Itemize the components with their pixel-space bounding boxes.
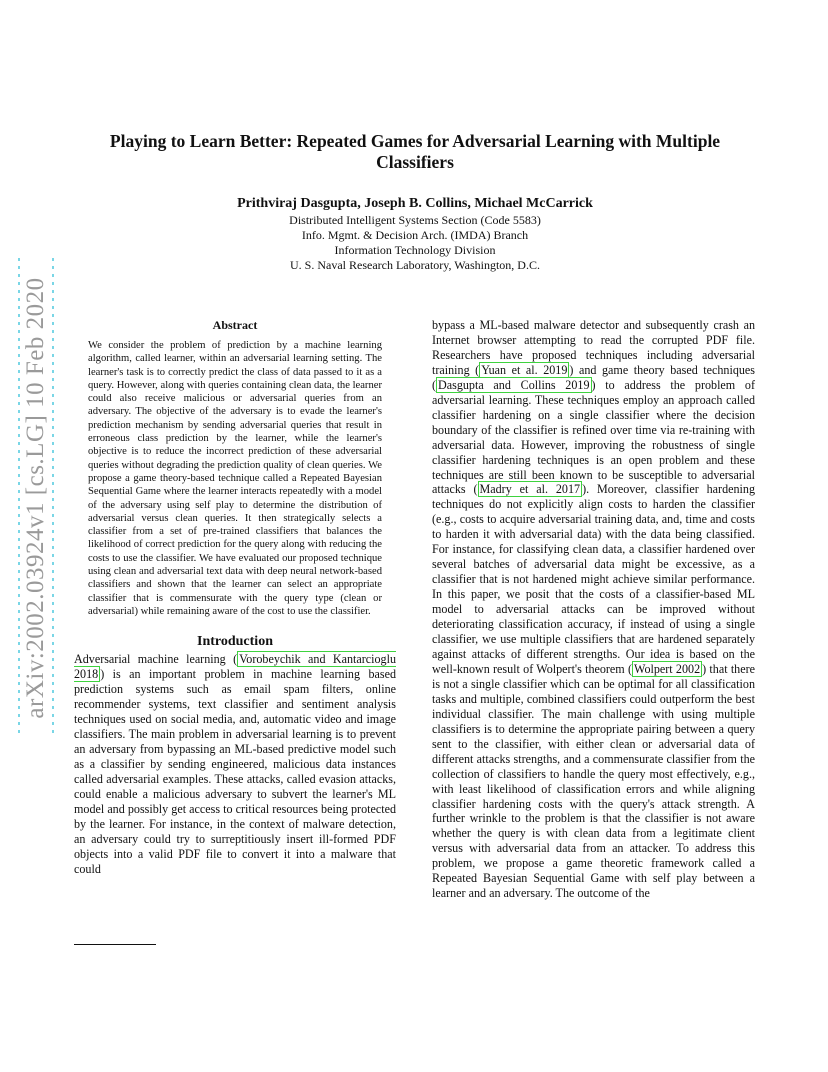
paper-authors: Prithviraj Dasgupta, Joseph B. Collins, Michael McCarrick	[237, 196, 593, 211]
affiliation-line: Distributed Intelligent Systems Section (Code 5583)	[289, 213, 541, 227]
introduction-text: Adversarial machine learning ( Vorobeychik and Kantarcioglu 2018 ) is an important problem in machine learning based prediction systems such as email spam filters, online recommender systems, text classifier and sentiment analysis techniques used on social media, and, automatic video and image classifiers. The main problem in adversarial learning is to prevent an adversary from bypassing an ML-based predictive model such as a classifier by sending engineered, malicious data instances called adversarial examples. These attacks, called evasion attacks, could enable a malicious adversary to subvert the learner's ML model and possibly get access to critical resources being protected by the learner. For instance, in the context of malware detection, an adversary could try to surreptitiously insert ill-formed PDF objects into a valid PDF file to convert it into a malware that could	[74, 652, 396, 876]
paragraph-part: to address the problem of adversarial learning. These techniques employ an approach called classifier hardening on a single classifier where the decision boundary of the classifier is refined over time via re-training with adversarial data. However, improving the robustness of single classifier hardening techniques is an open problem and these techniques are still been known to be susceptible to adversarial attacks	[432, 377, 756, 497]
paragraph-part: . Moreover, classifier hardening techniques do not explicitly align costs to harden the classifier (e.g., costs to acquire adversarial training data, and, time and costs to harden it with adversarial data) with the data being classified. For instance, for classifying clean data, a classifier hardened over several batches of adversarial data might be excessive, as a classifier that is not hardened might achieve similar performance. In this paper, we posit that the costs of a classifier-based ML model to adversarial attacks can be improved without deteriorating classification accuracy, if instead of using a single classifier, we use multiple classifiers that are hardened separately against attacks of different strengths. Our idea is based on the well-known result of Wolpert's theorem	[432, 482, 755, 676]
abstract-text: We consider the problem of prediction by a machine learning algorithm, called learner, within an adversarial learning setting. The learner's task is to correctly predict the class of data passed to it as a query. However, along with queries containing clean data, the learner could also receive malicious or adversarial queries from an adversary. The objective of the adversary is to evade the learner's prediction mechanism by sending adversarial queries that result in erroneous class prediction by the learner, while the learner's objective is to reduce the incorrect prediction of these adversarial queries without degrading the prediction quality of clean queries. We propose a game theory-based technique called a Repeated Bayesian Sequential Game where the learner interacts repeatedly with a model of the adversary using self play to determine the distribution of adversarial versus clean queries. It then strategically selects a classifier from a set of pre-trained classifiers that balances the likelihood of correct prediction for the query along with reducing the costs to use the classifier. We have evaluated our proposed technique using clean and adversarial text data with deep neural network-based classifiers and shown that the learner can select an appropriate classifier that is commensurate with the query type (clean or adversarial) while remaining aware of the cost to use the classifier.	[88, 340, 382, 617]
citation-link[interactable]: Madry et al. 2017	[479, 482, 581, 497]
citation-link[interactable]: Wolpert 2002	[634, 661, 701, 676]
left-column	[74, 318, 396, 877]
citation-link[interactable]: Yuan et al. 2019	[481, 362, 568, 377]
abstract-heading: Abstract	[212, 318, 258, 332]
paragraph-part: bypass a ML-based malware detector and subsequently crash an Internet browser attempting to read the corrupted PDF file. Researchers have proposed techniques including adversarial training	[432, 318, 755, 377]
affiliation-line: Information Technology Division	[334, 243, 496, 257]
arxiv-stamp-border-right	[52, 258, 54, 738]
paper-title: Playing to Learn Better: Repeated Games for Adversarial Learning with Multiple Classifiers	[109, 131, 721, 172]
citation-link[interactable]: Vorobeychik and Kantarcioglu 2018	[74, 652, 396, 682]
arxiv-stamp[interactable]	[18, 258, 54, 738]
citation-link[interactable]: Dasgupta and Collins 2019	[438, 377, 590, 392]
introduction-lead: Adversarial machine learning	[74, 652, 226, 667]
right-column-text: bypass a ML-based malware detector and subsequently crash an Internet browser attempting to read the corrupted PDF file. Researchers have proposed techniques including adversarial training ( Yuan et al. 2019 ) and game theory based techniques ( Dasgupta and Collins 2019 ) to address the problem of adversarial learning. These techniques employ an approach called classifier hardening on a single classifier where the decision boundary of the classifier is refined over time via re-training with adversarial data. However, improving the robustness of single classifier hardening techniques is an open problem and these techniques are still been known to be susceptible to adversarial attacks ( Madry et al. 2017 ). Moreover, classifier hardening techniques do not explicitly align costs to harden the classifier (e.g., costs to acquire adversarial training data, and, time and costs to harden it with adversarial data) with the data being classified. For instance, for classifying clean data, a classifier hardened over several batches of adversarial data might be excessive, as a classifier that is not hardened might achieve similar performance. In this paper, we posit that the costs of a classifier-based ML model to adversarial attacks can be improved without deteriorating classification accuracy, if instead of using a single classifier, we use multiple classifiers that are hardened separately against attacks of different strengths. Our idea is based on the well-known result of Wolpert's theorem ( Wolpert 2002 ) that there is not a single classifier which can be optimal for all classification tasks and multiple, combined classifiers could outperform the best individual classifier. The main challenge with using multiple classifiers is to determine the appropriate pairing between a query sent to the classifier, with either clean or adversarial data of different attacks strengths, and a commensurate classifier from the collection of classifiers to handle the query most effectively, e.g., with least likelihood of classification errors and while aligning classifier hardening costs with the query's attack strength. A further wrinkle to the problem is that the classifier is not aware whether the query is with clean data from a legitimate client versus with adversarial data from an attacker. To address this problem, we propose a game theoretic framework called a Repeated Bayesian Sequential Game with self play between a learner and an adversary. The outcome of the	[432, 318, 756, 901]
footnote-rule	[74, 944, 156, 945]
introduction-heading: Introduction	[197, 634, 273, 650]
paragraph-part: and game theory based techniques	[579, 362, 756, 377]
arxiv-stamp-text: arXiv:2002.03924v1 [cs.LG] 10 Feb 2020	[22, 277, 49, 719]
affiliations	[70, 213, 760, 273]
affiliation-line: U. S. Naval Research Laboratory, Washington, D.C.	[290, 258, 540, 272]
paragraph-part: that there is not a single classifier which can be optimal for all classification tasks and multiple, combined classifiers could outperform the best individual classifier. The main challenge with using multiple classifiers is to determine the appropriate pairing between a query sent to the classifier, with either clean or adversarial data of different attacks strengths, and a commensurate classifier from the collection of classifiers to handle the query most effectively, e.g., with least likelihood of classification errors and while aligning classifier hardening costs with the query's attack strength. A further wrinkle to the problem is that the classifier is not aware whether the query is with clean data from a legitimate client versus with adversarial data from an attacker. To address this problem, we propose a game theoretic framework called a Repeated Bayesian Sequential Game with self play between a learner and an adversary. The outcome of the	[432, 661, 755, 901]
affiliation-line: Info. Mgmt. & Decision Arch. (IMDA) Branch	[301, 228, 529, 242]
right-column	[432, 318, 755, 901]
introduction-body: is an important problem in machine learning based prediction systems such as email spam filters, online recommender systems, text classifier and sentiment analysis techniques used on social media, and, automatic video and image classifiers. The main problem in adversarial learning is to prevent an adversary from bypassing an ML-based predictive model such as a classifier by sending engineered, malicious data instances called adversarial examples. These attacks, called evasion attacks, could enable a malicious adversary to subvert the learner's ML model and possibly get access to critical resources being protected by the learner. For instance, in the context of malware detection, an adversary could try to surreptitiously insert ill-formed PDF objects into a valid PDF file to convert it into a malware that could	[74, 667, 396, 876]
arxiv-stamp-border-left	[18, 258, 20, 738]
